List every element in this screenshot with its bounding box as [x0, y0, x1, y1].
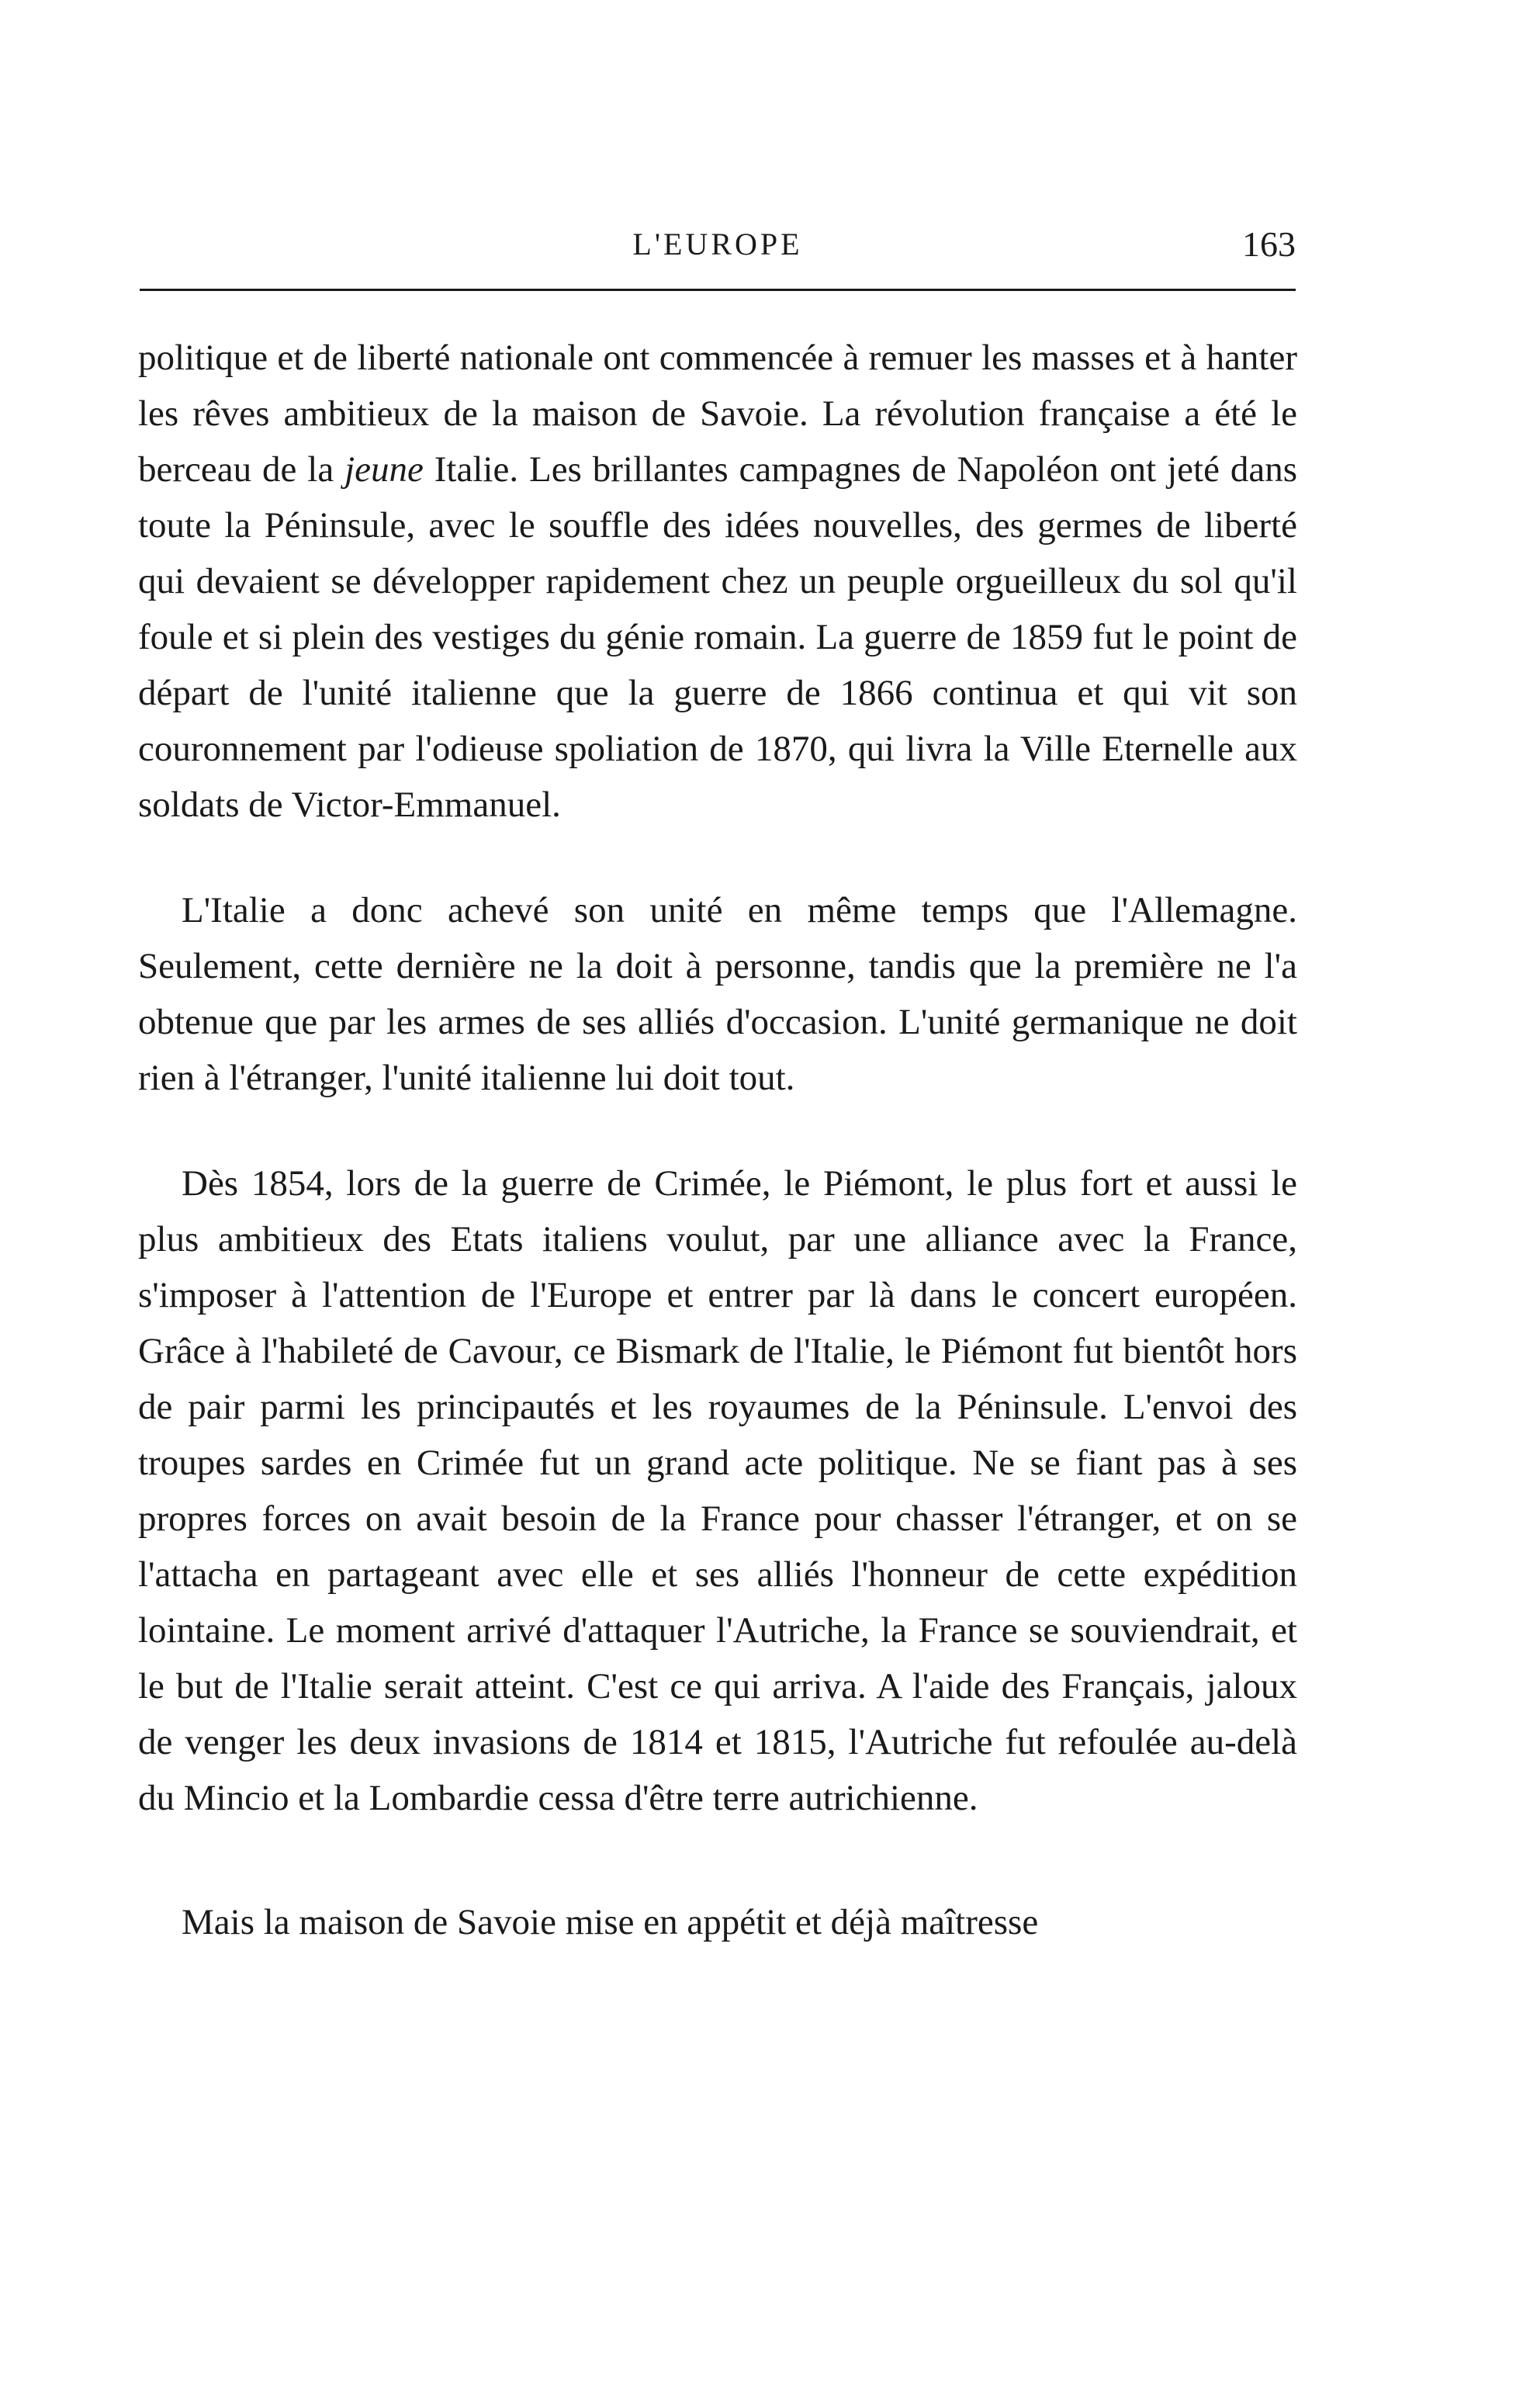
paragraph-1-text-b: Italie. Les brillantes campagnes de Napoléon ont jeté dans toute la Péninsule, avec le souffle des idées nouvelles, des germes de liberté qui devaient se développer rapidement chez un peuple orgueilleux du sol qu'il foule et si plein des vestiges du génie romain. La guerre de 1859 fut le point de départ de l'unité italienne que la guerre de 1866 continua et qui vit son couronnement par l'odieuse spoliation de 1870, qui livra la Ville Eternelle aux soldats de Victor-Emmanuel.	[138, 449, 1297, 825]
running-title: L'EUROPE	[632, 227, 803, 262]
body-text	[138, 330, 1297, 1950]
header-rule	[140, 289, 1296, 291]
paragraph-1	[138, 330, 1297, 833]
paragraph-1-italic-word: jeune	[344, 449, 424, 490]
paragraph-4: Mais la maison de Savoie mise en appétit et déjà maîtresse	[182, 1902, 1039, 1942]
page-number: 163	[1242, 224, 1296, 264]
running-head	[140, 221, 1296, 275]
paragraph-3: Dès 1854, lors de la guerre de Crimée, le Piémont, le plus fort et aussi le plus ambitieux des Etats italiens voulut, par une alliance avec la France, s'imposer à l'attention de l'Europe et entrer par là dans le concert européen. Grâce à l'habileté de Cavour, ce Bismark de l'Italie, le Piémont fut bientôt hors de pair parmi les principautés et les royaumes de la Péninsule. L'envoi des troupes sardes en Crimée fut un grand acte politique. Ne se fiant pas à ses propres forces on avait besoin de la France pour chasser l'étranger, et on se l'attacha en partageant avec elle et ses alliés l'honneur de cette expédition lointaine. Le moment arrivé d'attaquer l'Autriche, la France se souviendrait, et le but de l'Italie serait atteint. C'est ce qui arriva. A l'aide des Français, jaloux de venger les deux invasions de 1814 et 1815, l'Autriche fut refoulée au-delà du Mincio et la Lombardie cessa d'être terre autrichienne.	[138, 1163, 1297, 1818]
paragraph-1-text-a: politique et de liberté nationale ont commencée à remuer les masses et à hanter les rêves ambitieux de la maison de Savoie. La révolution française a été le berceau de la	[138, 338, 1297, 490]
paragraph-2: L'Italie a donc achevé son unité en même temps que l'Allemagne. Seulement, cette dernière ne la doit à personne, tandis que la première ne l'a obtenue que par les armes de ses alliés d'occasion. L'unité germanique ne doit rien à l'étranger, l'unité italienne lui doit tout.	[138, 890, 1297, 1098]
